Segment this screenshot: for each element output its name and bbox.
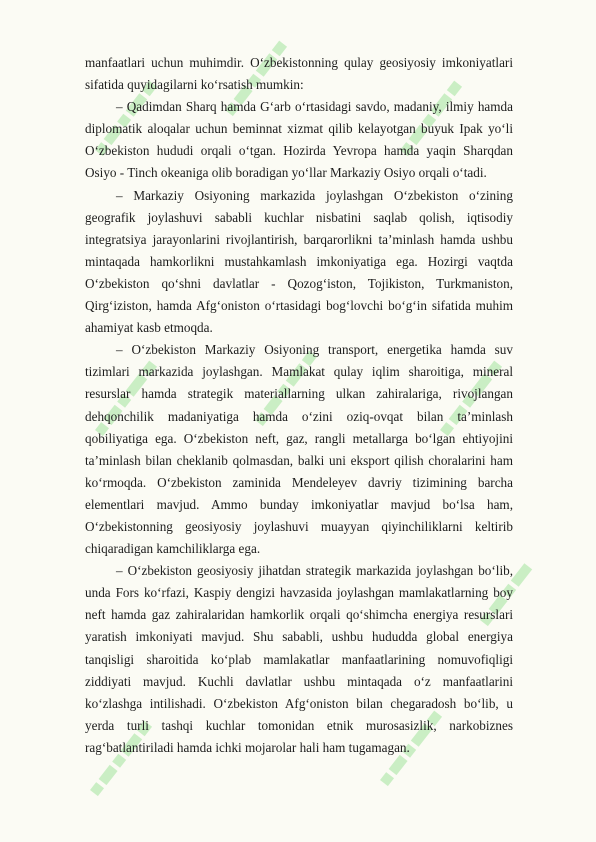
paragraph: – Markaziy Osiyoning markazida joylashgan O‘zbekiston o‘zining geografik joylashuvi sababli kuchlar nisbatini saqlab qolish, iqtisodiy integratsiya jarayonlarini rivojlantirish, barqarorlikni ta’minlash hamda ushbu mintaqada hamkorlikni mustahkamlash imkoniyatiga ega. Hozirgi vaqtda O‘zbekiston qo‘shni davlatlar - Qozog‘iston, Tojikiston, Turkmaniston, Qirg‘iziston, hamda Afg‘oniston o‘rtasidagi bog‘lovchi bo‘g‘in sifatida muhim ahamiyat kasb etmoqda. — [85, 187, 513, 336]
paragraph: – O‘zbekiston geosiyosiy jihatdan strategik markazida joylashgan bo‘lib, unda Fors ko‘rfazi, Kaspiy dengizi havzasida joylashgan mamlakatlarning boy neft hamda gaz zahiralaridan hamkorlik orqali qo‘shimcha energiya resurslari yaratish imkoniyati mavjud. Shu sababli, ushbu hududda global energiya tanqisligi sharoitida ko‘plab mamlakatlar manfaatlarining nomuvofiqligi ziddiyati mavjud. Kuchli davlatlar ushbu mintaqada o‘z manfaatlarini ko‘zlashga intilishadi. O‘zbekiston Afg‘oniston bilan chegaradosh bo‘lib, u yerda turli tashqi kuchlar tomonidan etnik murosasizlik, narkobiznes rag‘batlantiriladi hamda ichki mojarolar hali ham tugamagan. — [85, 563, 513, 755]
paragraph: manfaatlari uchun muhimdir. O‘zbekistonning qulay geosiyosiy imkoniyatlari sifatida quyidagilarni ko‘rsatish mumkin: — [85, 55, 513, 93]
paragraph: – Qadimdan Sharq hamda G‘arb o‘rtasidagi savdo, madaniy, ilmiy hamda diplomatik aloqalar uchun beminnat xizmat qilib kelayotgan buyuk Ipak yo‘li O‘zbekiston hududi orqali o‘tgan. Hozirda Yevropa hamda yaqin Sharqdan Osiyo - Tinch okeaniga olib boradigan yo‘llar Markaziy Osiyo orqali o‘tadi. — [85, 99, 513, 181]
paragraph: – O‘zbekiston Markaziy Osiyoning transport, energetika hamda suv tizimlari markazida joylashgan. Mamlakat qulay iqlim sharoitiga, mineral resurslar hamda strategik materiallarning ulkan zahiralariga, rivojlangan dehqonchilik madaniyatiga hamda o‘zini oziq-ovqat bilan ta’minlash qobiliyatiga ega. O‘zbekiston neft, gaz, rangli metallarga bo‘lgan ehtiyojini ta’minlash bilan cheklanib qolmasdan, balki uni eksport qilish choralarini ham ko‘rmoqda. O‘zbekiston zaminida Mendeleyev davriy tizimining barcha elementlari mavjud. Ammo bunday imkoniyatlar mavjud bo‘lsa ham, O‘zbekistonning geosiyosiy joylashuvi muayyan qiyinchiliklarni keltirib chiqaradigan kamchiliklarga ega. — [85, 342, 513, 557]
document-body — [85, 52, 513, 759]
